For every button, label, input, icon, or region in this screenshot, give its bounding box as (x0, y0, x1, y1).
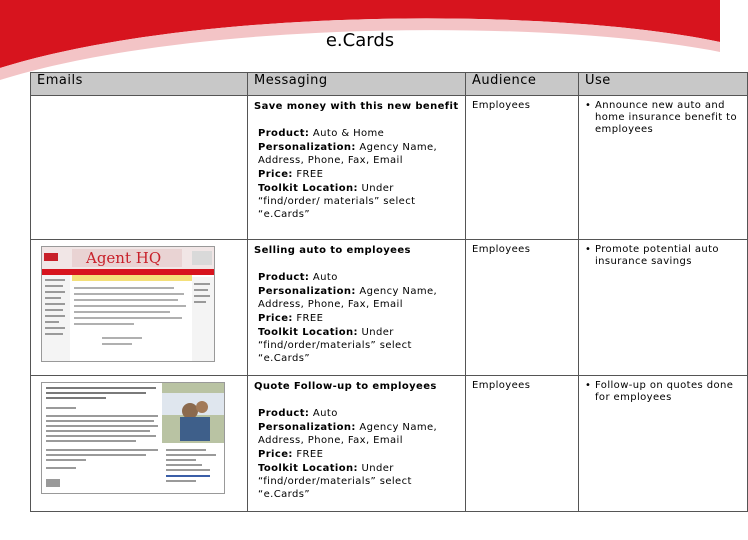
price-value: FREE (296, 169, 324, 180)
message-headline: Selling auto to employees (254, 245, 411, 256)
email-thumbnail-graphic (42, 247, 214, 361)
column-header-emails: Emails (31, 73, 248, 96)
email-thumbnail-graphic (42, 383, 224, 493)
use-cell (579, 96, 748, 240)
table-row (31, 376, 748, 512)
use-cell (579, 240, 748, 376)
use-cell (579, 376, 748, 512)
personalization-label: Personalization: (258, 286, 356, 297)
personalization-value: Agency Name, Address, Phone, Fax, Email (258, 422, 438, 446)
page-title: e.Cards (325, 30, 395, 51)
toolkit-label: Toolkit Location: (258, 327, 358, 338)
message-headline: Save money with this new benefit (254, 101, 459, 112)
product-label: Product: (258, 408, 310, 419)
product-value: Auto (312, 408, 338, 419)
toolkit-label: Toolkit Location: (258, 183, 358, 194)
toolkit-value: Under “find/order/materials” select “e.Cards” (258, 327, 412, 364)
price-label: Price: (258, 313, 293, 324)
toolkit-label: Toolkit Location: (258, 463, 358, 474)
table-header-row (31, 73, 748, 96)
product-label: Product: (258, 128, 310, 139)
email-preview-cell (31, 240, 248, 376)
use-text: Follow-up on quotes done for employees (595, 380, 734, 403)
messaging-cell (248, 376, 466, 512)
message-details (254, 271, 459, 365)
ecards-table (30, 72, 748, 512)
table-row (31, 96, 748, 240)
audience-cell: Employees (466, 96, 579, 240)
use-text: Promote potential auto insurance savings (595, 244, 719, 267)
messaging-cell (248, 240, 466, 376)
price-label: Price: (258, 169, 293, 180)
toolkit-value: Under “find/order/materials” select “e.Cards” (258, 463, 412, 500)
use-text: Announce new auto and home insurance benefit to employees (595, 100, 738, 135)
product-value: Auto & Home (312, 128, 385, 139)
message-details (254, 407, 459, 501)
personalization-value: Agency Name, Address, Phone, Fax, Email (258, 142, 438, 166)
product-value: Auto (312, 272, 338, 283)
audience-cell: Employees (466, 376, 579, 512)
personalization-label: Personalization: (258, 142, 356, 153)
price-label: Price: (258, 449, 293, 460)
message-details (254, 127, 459, 221)
product-label: Product: (258, 272, 310, 283)
personalization-label: Personalization: (258, 422, 356, 433)
bullet-icon: • (585, 244, 592, 255)
price-value: FREE (296, 449, 324, 460)
thumb-banner-text: Agent HQ (86, 249, 162, 267)
column-header-messaging: Messaging (248, 73, 466, 96)
table-row (31, 240, 748, 376)
bullet-icon: • (585, 100, 592, 111)
bullet-icon: • (585, 380, 592, 391)
price-value: FREE (296, 313, 324, 324)
email-preview-cell (31, 96, 248, 240)
messaging-cell (248, 96, 466, 240)
column-header-audience: Audience (466, 73, 579, 96)
email-preview-cell (31, 376, 248, 512)
audience-cell: Employees (466, 240, 579, 376)
personalization-value: Agency Name, Address, Phone, Fax, Email (258, 286, 438, 310)
message-headline: Quote Follow-up to employees (254, 381, 437, 392)
agent-hq-email-thumbnail[interactable] (41, 246, 215, 362)
quote-followup-email-thumbnail[interactable] (41, 382, 225, 494)
column-header-use: Use (579, 73, 748, 96)
toolkit-value: Under “find/order/ materials” select “e.Cards” (258, 183, 416, 220)
